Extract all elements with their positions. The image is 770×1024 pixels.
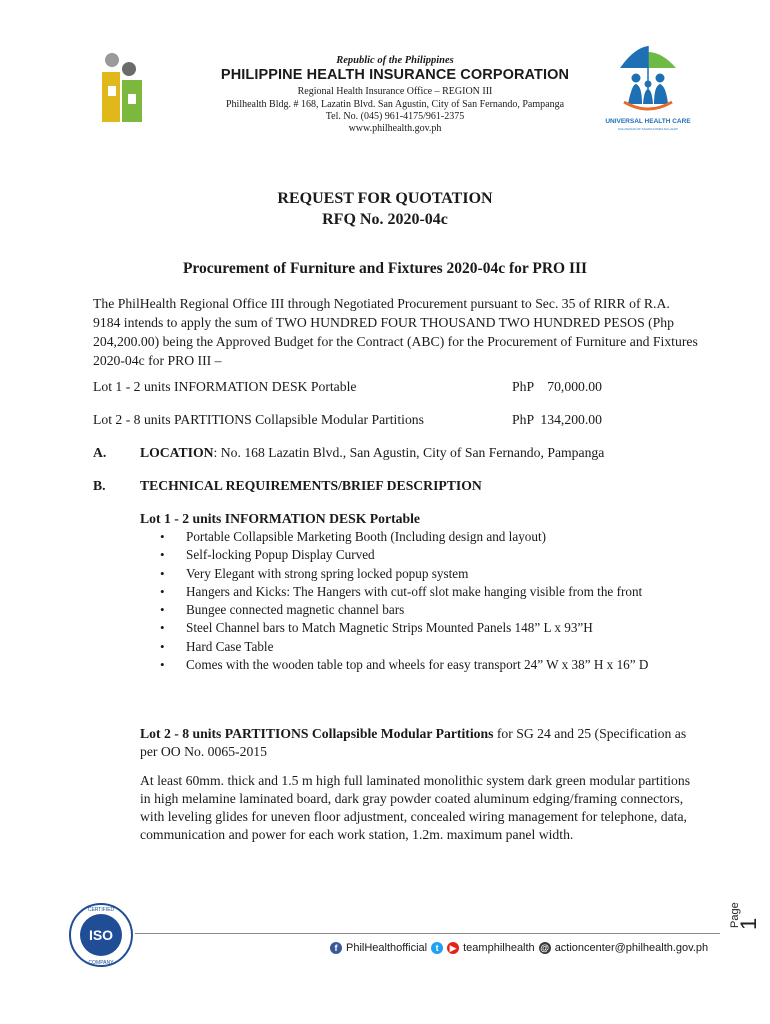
list-item: • Bungee connected magnetic channel bars [140,601,690,619]
website: www.philhealth.gov.ph [348,123,442,134]
list-item: • Portable Collapsible Marketing Booth (Including design and layout) [140,528,690,546]
iso-ring-bottom: COMPANY [88,960,114,966]
footer-divider [135,933,720,934]
universal-health-care-logo [598,38,698,132]
section-b-heading: TECHNICAL REQUIREMENTS/BRIEF DESCRIPTION [140,478,482,493]
lot-2-amount: PhP 134,200.00 [512,412,602,427]
list-item: • Steel Channel bars to Match Magnetic Strips Mounted Panels 148” L x 93”H [140,619,690,637]
document-title: REQUEST FOR QUOTATION [277,190,493,207]
facebook-icon: f [330,942,342,954]
lot-1-label: Lot 1 - 2 units INFORMATION DESK Portable [93,379,357,394]
iso-text: ISO [88,927,114,943]
uhc-logo-text: UNIVERSAL HEALTH CARE [605,118,691,125]
section-a-location [140,445,604,461]
intro-paragraph: The PhilHealth Regional Office III through Negotiated Procurement pursuant to Sec. 35 of RIRR of R.A. 9184 intends to apply the sum of TWO HUNDRED FOUR THOUSAND TWO HUNDRED PESOS (Php 204,200.00) being the Approved Budget for the Contract (ABC) for the Procurement of Furniture and Fixtures 2020-04c for PRO III – [93,296,698,368]
list-item: • Very Elegant with strong spring locked popup system [140,565,690,583]
youtube-icon: ▶ [447,942,459,954]
bullet-icon: • [160,602,165,618]
page-word: Page [729,902,741,928]
section-b-letter: B. [93,478,106,493]
republic-label: Republic of the Philippines [336,55,454,66]
lot-2-description [140,725,690,761]
email-icon: @ [540,943,550,953]
telephone: Tel. No. (045) 961-4175/961-2375 [325,111,465,122]
facebook-link[interactable]: PhilHealthofficial [346,942,428,954]
lot-2-suffix: for SG 24 and 25 (Specification as per OO No. 0065-2015 [140,726,687,759]
list-item: • Comes with the wooden table top and wheels for easy transport 24” W x 38” H x 16” D [140,656,690,674]
bullet-icon: • [160,583,165,599]
lot-1-heading: Lot 1 - 2 units INFORMATION DESK Portable [140,511,420,526]
page-indicator [718,890,762,930]
office-name: Regional Health Insurance Office – REGION III [297,86,493,97]
location-text: : No. 168 Lazatin Blvd., San Agustin, City of San Fernando, Pampanga [213,445,605,460]
bullet-icon: • [160,565,165,581]
lot-2-paragraph: At least 60mm. thick and 1.5 m high full laminated monolithic system dark green modular partitions in high melamine laminated board, dark gray powder coated aluminum edging/framing connectors, with leveling glides for uneven floor adjustment, concealed wiring management for telephone, data, communication and power for each work station, 1.2m. maximum panel width. [140,773,691,842]
section-a-letter: A. [93,445,107,460]
rfq-number: RFQ No. 2020-04c [322,211,448,228]
corporation-name: PHILIPPINE HEALTH INSURANCE CORPORATION [220,67,570,83]
procurement-title: Procurement of Furniture and Fixtures 2020-04c for PRO III [182,260,588,277]
office-address: Philhealth Bldg. # 168, Lazatin Blvd. San Agustin, City of San Fernando, Pampanga [225,99,565,110]
bullet-icon: • [160,529,165,544]
list-item: • Hangers and Kicks: The Hangers with cut-off slot make hanging visible from the front [140,583,690,601]
iso-ring-top: CERTIFIED [87,907,115,913]
lot-2-heading: Lot 2 - 8 units PARTITIONS Collapsible Modular Partitions [140,726,494,741]
philhealth-logo [98,50,146,124]
location-label: LOCATION [140,445,214,460]
lot-2-label: Lot 2 - 8 units PARTITIONS Collapsible Modular Partitions [93,412,424,427]
bullet-icon: • [160,620,165,636]
twitter-icon: t [431,942,443,954]
iso-certified-seal [68,902,134,968]
page-number: 1 [736,917,761,930]
list-item: • Hard Case Table [140,638,690,656]
lot-1-amount: PhP 70,000.00 [512,379,602,394]
bullet-icon: • [160,547,165,563]
social-links [330,942,708,954]
bullet-icon: • [160,638,165,654]
list-item: • Self-locking Popup Display Curved [140,546,690,564]
uhc-logo-subtext: KALUSUGAN AT KALINGA PARA SA LAHAT [618,127,678,131]
email-link[interactable]: actioncenter@philhealth.gov.ph [554,942,709,954]
twitter-youtube-link[interactable]: teamphilhealth [463,942,535,954]
bullet-icon: • [160,657,165,673]
lot-1-spec-list [140,528,690,674]
